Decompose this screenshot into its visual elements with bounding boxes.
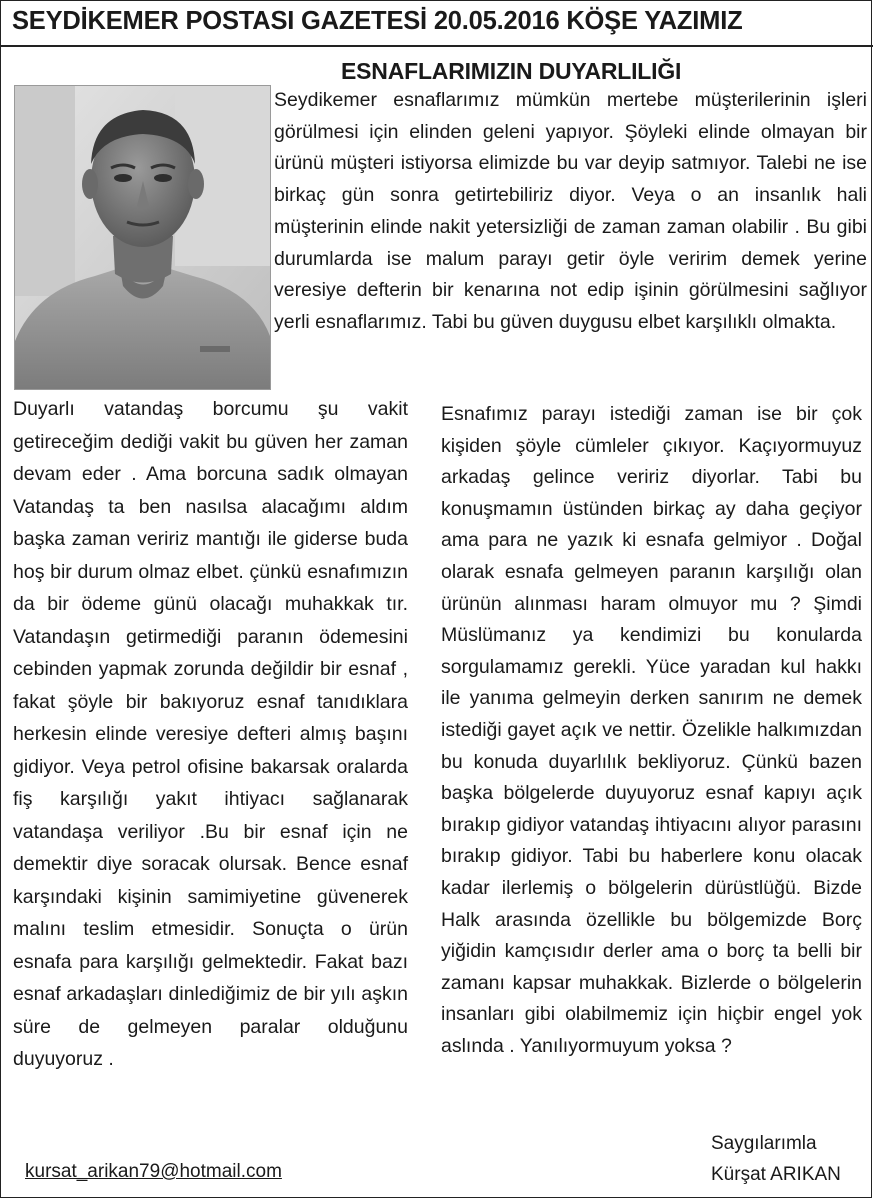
article-left-column: Duyarlı vatandaş borcumu şu vakit getireceğim dediği vakit bu güven her zaman devam eder . Ama borcuna sadık olmayan Vatandaş ta ben nasılsa alacağımı aldım başka zaman veririz mantığı ile giderse buda hoş bir durum olmaz elbet. çünkü esnafımızın da bir ödeme günü olacağı muhakkak tır. Vatandaşın getirmediği paranın ödemesini cebinden yapmak zorunda değildir bir esnaf , fakat şöyle bir bakıyoruz esnaf tanıdıklara herkesin elinde veresiye defteri almış başını gidiyor. Veya petrol ofisine bakarsak oralarda fiş karşılığı yakıt ihtiyacı sağlanarak vatandaşa veriliyor .Bu bir esnaf için ne demektir diye soracak olursak. Bence esnaf karşındaki kişinin samimiyetine güvenerek malını teslim etmesidir. Sonuçta o ürün esnafa para karşılığı gelmektedir. Fakat bazı esnaf arkadaşları dinlediğimiz de bir yılı aşkın süre de gelmeyen paralar olduğunu duyuyoruz . [13, 398, 408, 1070]
article-title: ESNAFLARIMIZIN DUYARLILIĞI [341, 58, 682, 84]
author-email-link[interactable]: kursat_arikan79@hotmail.com [25, 1161, 282, 1182]
signoff-greeting: Saygılarımla [711, 1133, 817, 1154]
header-title: SEYDİKEMER POSTASI GAZETESİ 20.05.2016 KÖŞE YAZIMIZ [12, 7, 743, 35]
article-right-column: Esnafımız parayı istediği zaman ise bir çok kişiden şöyle cümleler çıkıyor. Kaçıyormuyuz arkadaş gelince veririz diyorlar. Tabi bu konuşmamın üstünden birkaç ay daha geçiyor ama para ne yazık ki esnafa gelmiyor . Doğal olarak esnafa gelmeyen paranın karşılığı olan ürünün alınması haram olmuyor mu ? Şimdi Müslümanız ya kendimizi bu konularda sorgulamamız gerekli. Yüce yaradan kul hakkı ile yanıma gelmeyin derken sanırım ne demek istediği gayet açık ve nettir. Özelikle halkımızdan bu konuda duyarlılık bekliyoruz. Çünkü bazen başka bölgelerde duyuyoruz esnaf kapıyı açık bırakıp gidiyor vatandaş ihtiyacını alıyor parasını bırakıp gidiyor. Tabi bu haberlere konu olacak kadar ilerlemiş o bölgelerin dürüstlüğü. Bizde Halk arasında özellikle bu bölgemizde Borç yiğidin kamçısıdır derler ama o borç ta belli bir zamanı kapsar muhakkak. Bizlerde o bölgelerin insanları gibi olabilmemiz için hiçbir engel yok aslında . Yanılıyormuyum yoksa ? [441, 403, 862, 1057]
newspaper-header [1, 1, 873, 47]
article-intro-paragraph: Seydikemer esnaflarımız mümkün mertebe müşterilerinin işleri görülmesi için elinden geleni yapıyor. Şöyleki elinde olmayan bir ürünü müşteri istiyorsa elimizde bu var deyip satmıyor. Talebi ne ise birkaç gün sonra getirtebiliriz diyor. Veya o an insanlık hali müşterinin elinde nakit yetersizliği de zaman zaman olabilir . Bu gibi durumlarda ise malum parayı getir öyle veririm demek yerine veresiye defterin bir kenarına not edip işinin görülmesini sağlıyor yerli esnaflarımız. Tabi bu güven duygusu elbet karşılıklı olmakta. [274, 89, 867, 333]
author-photo [14, 85, 271, 390]
author-name: Kürşat ARIKAN [711, 1164, 841, 1185]
author-signoff [711, 1128, 841, 1190]
author-portrait-image [15, 86, 270, 389]
